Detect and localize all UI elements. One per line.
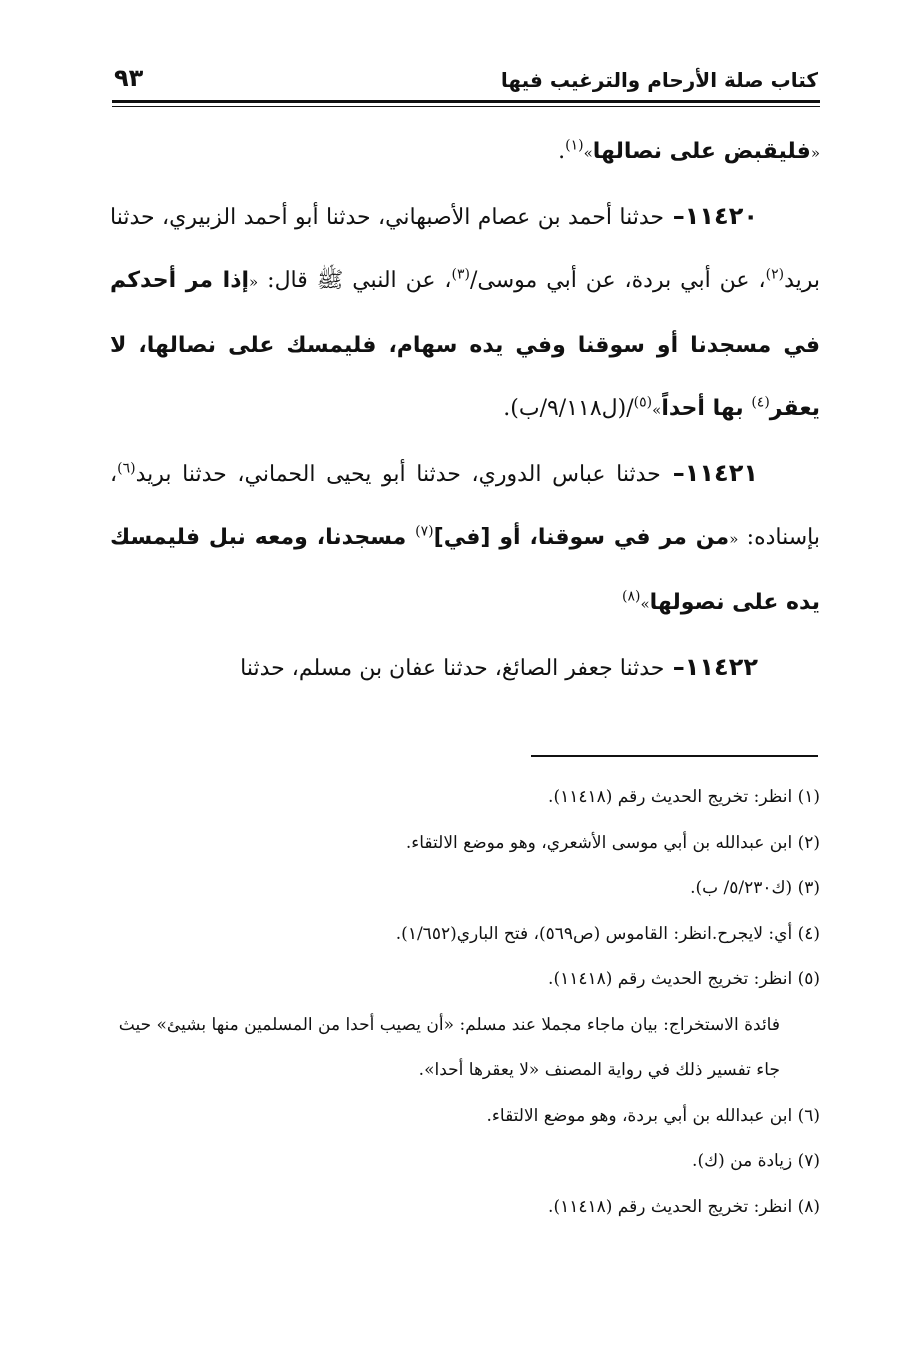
- quote-open: «: [729, 530, 739, 548]
- footnote: (٥) انظر: تخريج الحديث رقم (١١٤١٨).: [548, 969, 820, 989]
- quote-open: «: [249, 273, 259, 291]
- footnote: (٨) انظر: تخريج الحديث رقم (١١٤١٨).: [548, 1196, 820, 1217]
- page-number: ٩٣: [114, 64, 144, 92]
- footnote-ref: (١): [565, 137, 584, 154]
- isnad-text: ، عن أبي بردة، عن أبي موسى/: [469, 268, 766, 293]
- hadith-number: ١١٤٢٠: [684, 202, 758, 230]
- footnote: (٧) زيادة من (ك).: [692, 1151, 820, 1171]
- hadith-text: مسجدنا، ومعه نبل فليمسك يده على نصولها: [110, 525, 820, 615]
- footnote-ref: (٧): [415, 523, 434, 540]
- footnote: (٣) (ك٥/٢٣٠/ ب).: [690, 878, 820, 898]
- footnote-separator: [531, 755, 818, 757]
- main-text: [110, 120, 820, 700]
- header-rule-thin: [112, 106, 820, 107]
- hadith-text: بها أحداً: [661, 396, 752, 421]
- quote-close: »: [640, 595, 650, 613]
- footnote: (١) انظر: تخريج الحديث رقم (١١٤١٨).: [548, 787, 820, 807]
- hadith-text: إذا مر أحدكم في مسجدنا أو سوقنا وفي يده سهام، فليمسك على نصالها، لا يعقر: [110, 268, 820, 421]
- isnad-text: ، بإسناده:: [110, 462, 820, 550]
- footnote-ref: (٨): [622, 588, 641, 605]
- footnote: (٤) أي: لايجرح.انظر: القاموس (ص٥٦٩)، فتح الباري(١/٦٥٢).: [395, 923, 820, 944]
- hadith-text: فليقبض على نصالها: [592, 139, 811, 164]
- isnad-text: حدثنا جعفر الصائغ، حدثنا عفان بن مسلم، حدثنا: [240, 656, 665, 681]
- footnote-ref: (٢): [765, 266, 785, 283]
- header-title: كتاب صلة الأرحام والترغيب فيها: [500, 68, 818, 92]
- quote-close: »: [583, 144, 593, 162]
- isnad-text: حدثنا أحمد بن عصام الأصبهاني، حدثنا أبو أحمد الزبيري، حدثنا بريد: [110, 205, 820, 293]
- hadith-number: ١١٤٢٢: [684, 653, 758, 681]
- quote-close: »: [652, 401, 662, 419]
- hadith-11421: [110, 442, 820, 636]
- header-rule-thick: [112, 100, 820, 103]
- hadith-11422: [110, 636, 820, 700]
- footnotes: [110, 775, 820, 1230]
- footnote-ref: (٥): [633, 394, 653, 411]
- hadith-11420: [110, 185, 820, 442]
- hadith-separator: –: [664, 653, 685, 681]
- footnote: (٦) ابن عبدالله بن أبي بردة، وهو موضع الالتقاء.: [486, 1105, 820, 1126]
- hadith-separator: –: [663, 202, 685, 230]
- paragraph-continuation: [110, 120, 820, 185]
- hadith-text: من مر في سوقنا، أو [في]: [433, 525, 730, 550]
- footnote-ref: (٤): [751, 394, 770, 411]
- footnote-ref: (٦): [117, 460, 136, 477]
- isnad-text: ، عن النبي ﷺ قال:: [258, 268, 452, 293]
- footnote-benefit: فائدة الاستخراج: بيان ماجاء مجملا عند مسلم: «أن يصيب أحدا من المسلمين منها بشيئ» حيث جاء تفسير ذلك في رواية المصنف «لا يعقرها أحدا».: [118, 1014, 780, 1080]
- manuscript-ref: /(ل٩/١١٨/ب).: [503, 396, 634, 421]
- isnad-text: حدثنا عباس الدوري، حدثنا أبو يحيى الحماني، حدثنا بريد: [135, 462, 661, 487]
- quote-open: «: [810, 144, 820, 162]
- footnote: (٢) ابن عبدالله بن أبي موسى الأشعري، وهو موضع الالتقاء.: [405, 832, 820, 853]
- footnote-ref: (٣): [451, 266, 470, 283]
- hadith-number: ١١٤٢١: [684, 459, 758, 487]
- running-header: [112, 62, 818, 102]
- hadith-separator: –: [660, 459, 685, 487]
- period: .: [558, 139, 566, 164]
